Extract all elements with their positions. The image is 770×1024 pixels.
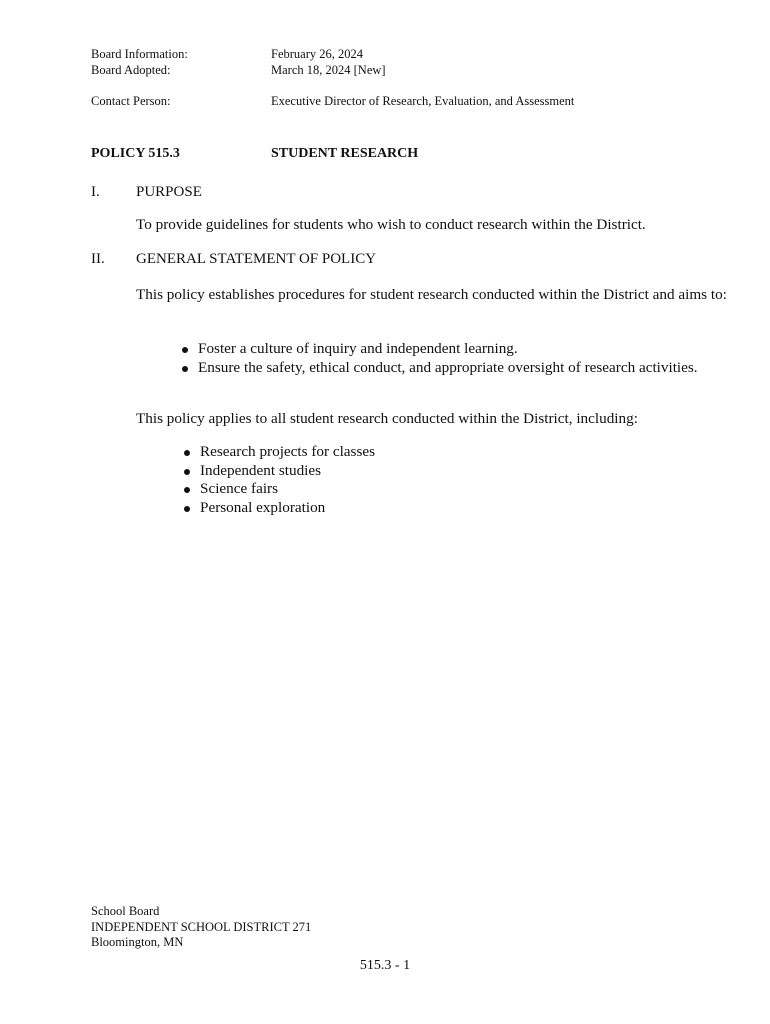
board-adopted-value: March 18, 2024 [New]	[271, 63, 386, 77]
contact-person-value: Executive Director of Research, Evaluation, and Assessment	[271, 94, 575, 108]
purpose-paragraph: To provide guidelines for students who wish to conduct research within the District.	[136, 216, 646, 233]
list-item: Personal exploration	[182, 499, 582, 518]
policy-heading	[91, 146, 419, 162]
board-information-label: Board Information:	[91, 47, 188, 61]
list-item: Ensure the safety, ethical conduct, and appropriate oversight of research activities.	[180, 359, 700, 378]
board-adopted-label: Board Adopted:	[91, 63, 171, 77]
footer-location: Bloomington, MN	[91, 935, 184, 949]
list-item: Independent studies	[182, 462, 582, 481]
footer-school-board: School Board	[91, 904, 160, 918]
general-statement-paragraph: This policy establishes procedures for student research conducted within the District and aims to:	[136, 286, 727, 303]
footer	[91, 904, 311, 951]
page-number: 515.3 - 1	[359, 958, 411, 973]
list-item: Foster a culture of inquiry and independent learning.	[180, 340, 700, 359]
aims-list	[180, 340, 700, 377]
section-heading: PURPOSE	[136, 184, 202, 200]
applies-paragraph: This policy applies to all student research conducted within the District, including:	[136, 410, 638, 427]
footer-district: INDEPENDENT SCHOOL DISTRICT 271	[91, 919, 312, 934]
contact-person-label: Contact Person:	[91, 94, 171, 108]
board-information-value: February 26, 2024	[271, 47, 363, 61]
policy-title: STUDENT RESEARCH	[271, 146, 419, 161]
section-numeral: I.	[91, 184, 100, 200]
section-numeral: II.	[91, 251, 105, 267]
list-item: Science fairs	[182, 480, 582, 499]
includes-list	[182, 443, 582, 517]
list-item: Research projects for classes	[182, 443, 582, 462]
policy-number: POLICY 515.3	[91, 146, 180, 161]
section-heading: GENERAL STATEMENT OF POLICY	[136, 251, 377, 267]
